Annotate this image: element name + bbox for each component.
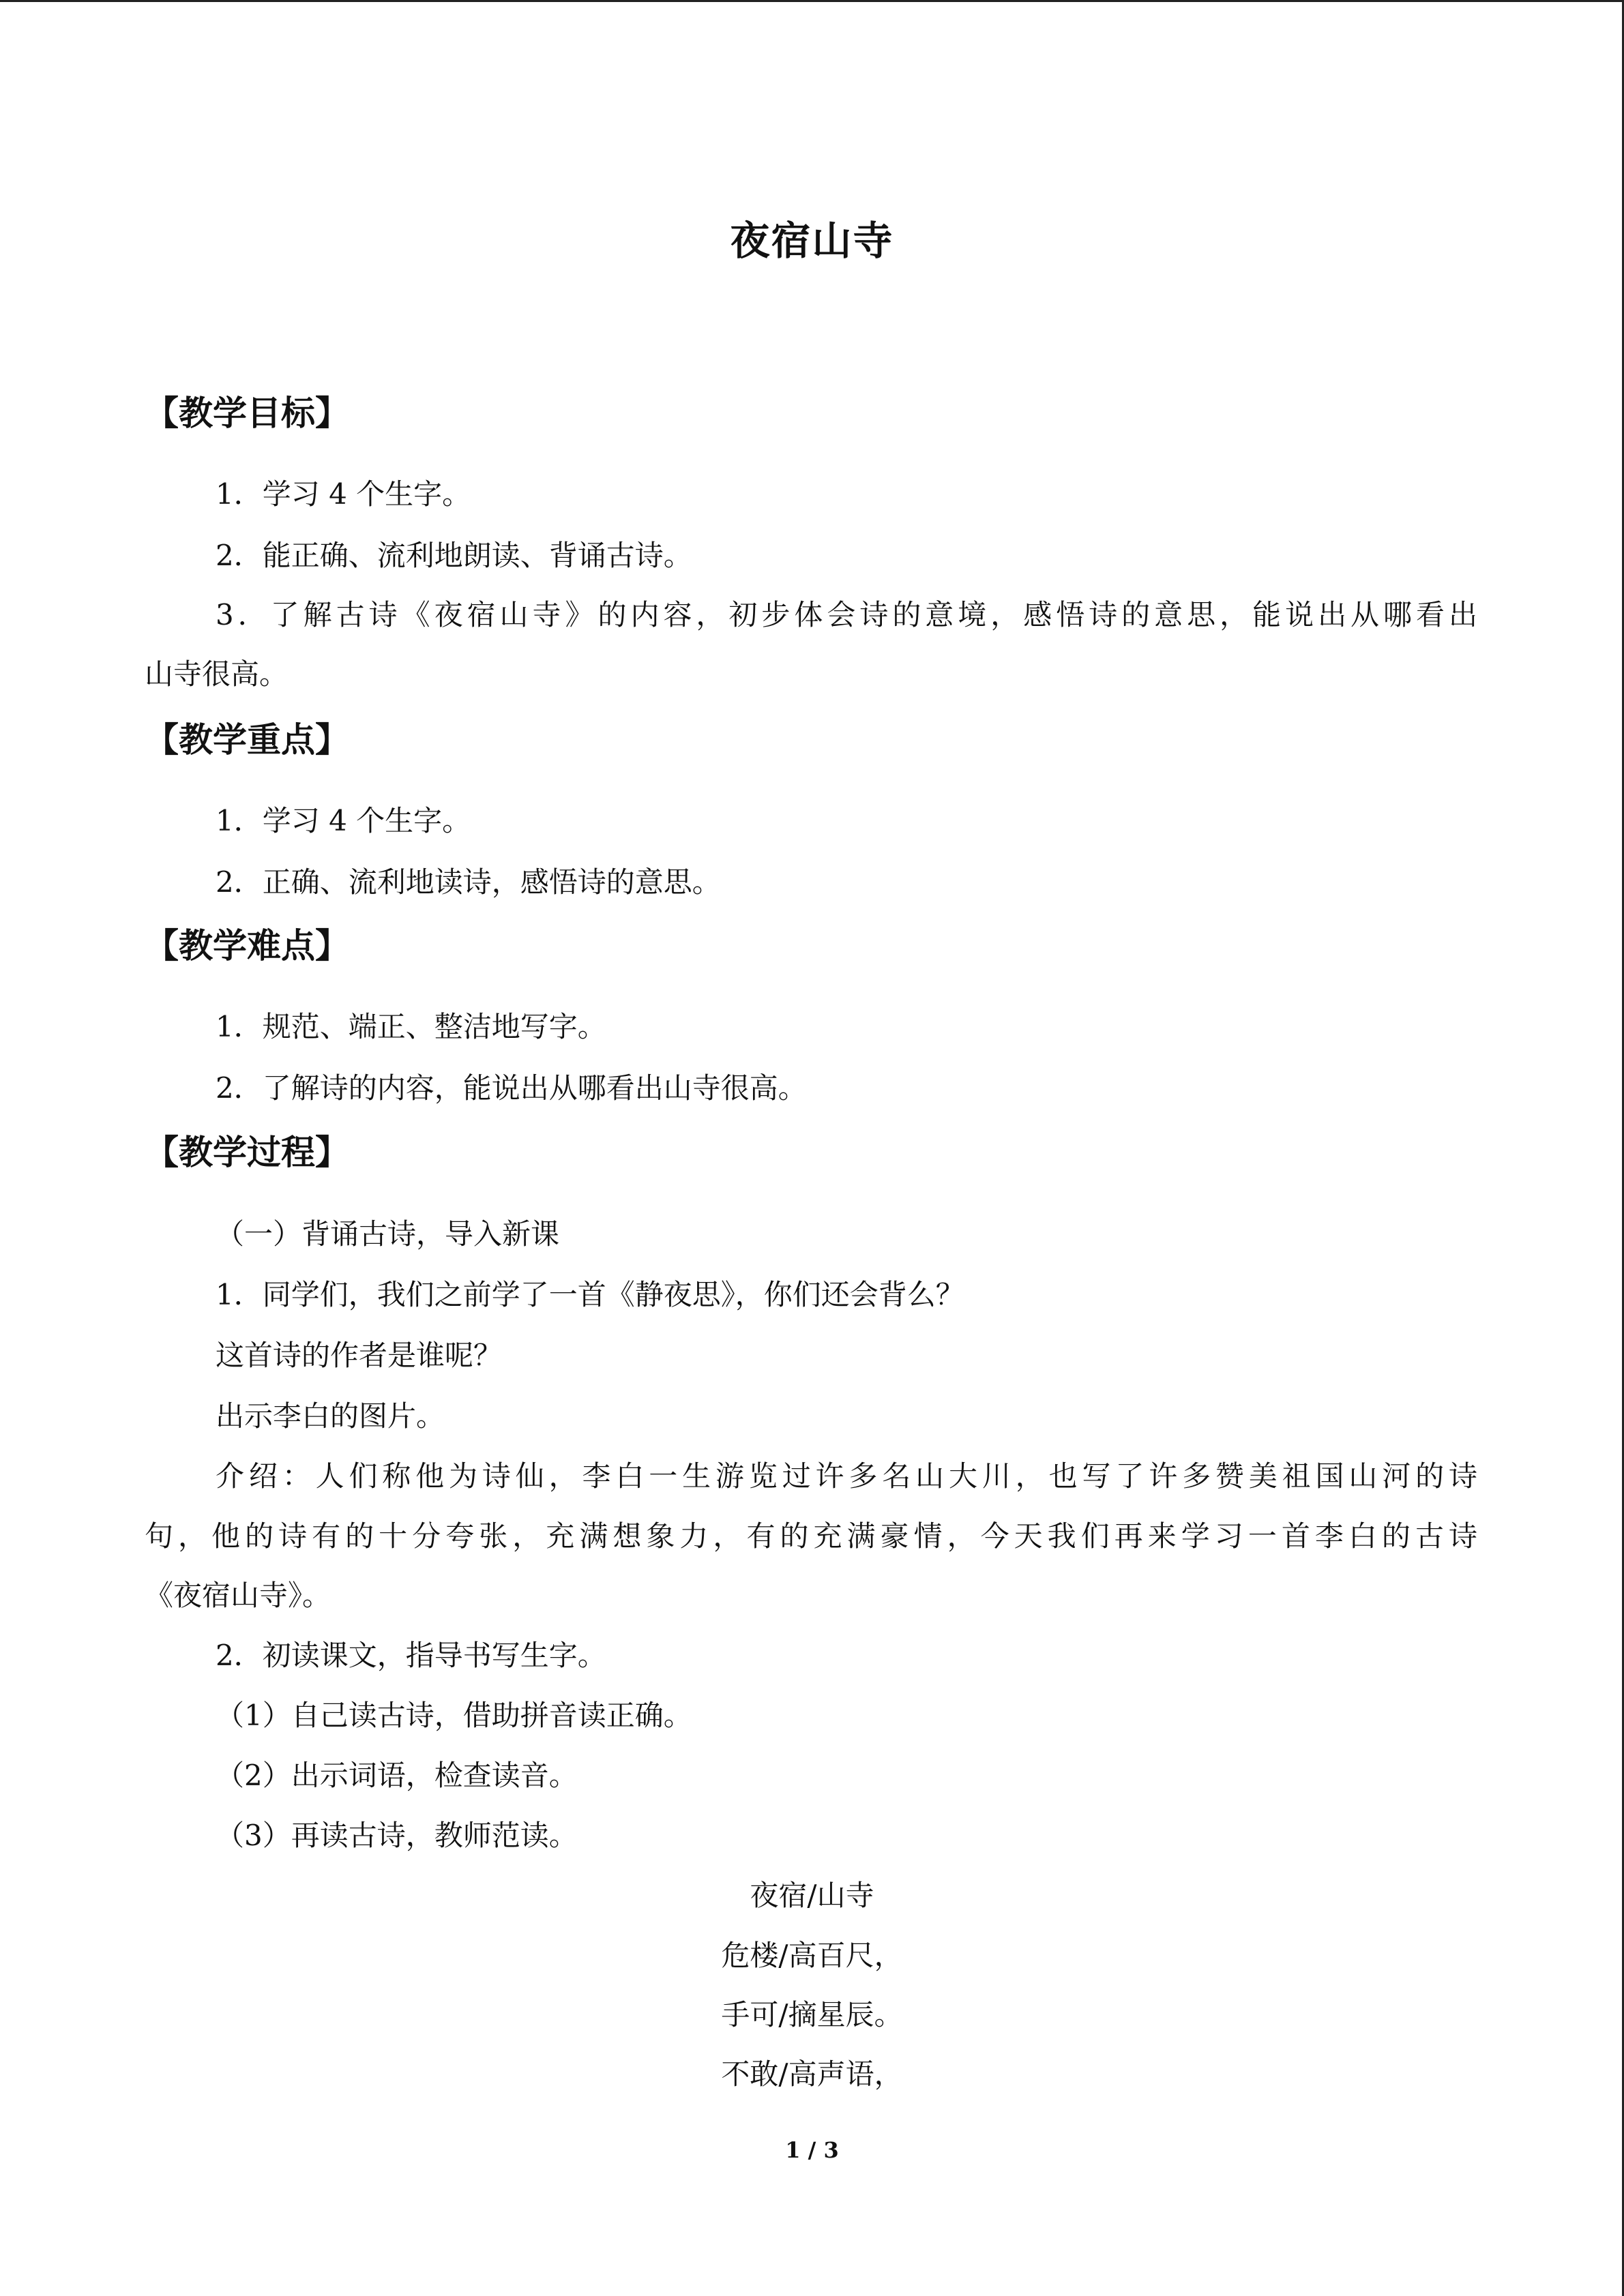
section-heading-process: 【教学过程】: [145, 1133, 349, 1172]
difficulty-item-1: 1．规范、端正、整洁地写字。: [216, 1010, 606, 1043]
process-step-heading: （一）背诵古诗，导入新课: [216, 1217, 560, 1251]
process-line: 《夜宿山寺》。: [145, 1579, 331, 1612]
section-heading-objectives: 【教学目标】: [145, 393, 349, 433]
document-title: 夜宿山寺: [730, 218, 894, 264]
process-line: 2．初读课文，指导书写生字。: [216, 1639, 606, 1672]
section-heading-difficulties: 【教学难点】: [145, 926, 349, 966]
difficulty-item-2: 2．了解诗的内容，能说出从哪看出山寺很高。: [216, 1071, 807, 1105]
key-point-item-2: 2．正确、流利地读诗，感悟诗的意思。: [216, 865, 721, 899]
page-number: 1 / 3: [785, 2137, 839, 2163]
poem-line: 不敢/高声语，: [721, 2057, 903, 2091]
poem-line: 手可/摘星辰。: [721, 1998, 903, 2031]
poem-line: 危楼/高百尺，: [721, 1939, 903, 1972]
poem-title: 夜宿/山寺: [750, 1879, 874, 1912]
process-line: （1）自己读古诗，借助拼音读正确。: [216, 1699, 692, 1732]
process-line: 介绍：人们称他为诗仙，李白一生游览过许多名山大川，也写了许多赞美祖国山河的诗: [216, 1459, 1477, 1493]
objective-item-3-continuation: 山寺很高。: [145, 657, 289, 691]
process-line: （2）出示词语，检查读音。: [216, 1759, 578, 1792]
process-line: 句，他的诗有的十分夸张，充满想象力，有的充满豪情，今天我们再来学习一首李白的古诗: [145, 1519, 1477, 1553]
process-line: 这首诗的作者是谁呢？: [216, 1339, 503, 1372]
section-heading-key-points: 【教学重点】: [145, 720, 349, 760]
objective-item-2: 2．能正确、流利地朗读、背诵古诗。: [216, 539, 692, 572]
key-point-item-1: 1．学习 4 个生字。: [216, 804, 471, 837]
objective-item-3: 3．了解古诗《夜宿山寺》的内容，初步体会诗的意境，感悟诗的意思，能说出从哪看出: [216, 598, 1477, 631]
process-line: （3）再读古诗，教师范读。: [216, 1819, 578, 1852]
process-line: 出示李白的图片。: [216, 1399, 445, 1433]
page-top-border: [0, 0, 1624, 2]
objective-item-1: 1．学习 4 个生字。: [216, 477, 471, 511]
process-line: 1．同学们，我们之前学了一首《静夜思》，你们还会背么？: [216, 1278, 964, 1311]
